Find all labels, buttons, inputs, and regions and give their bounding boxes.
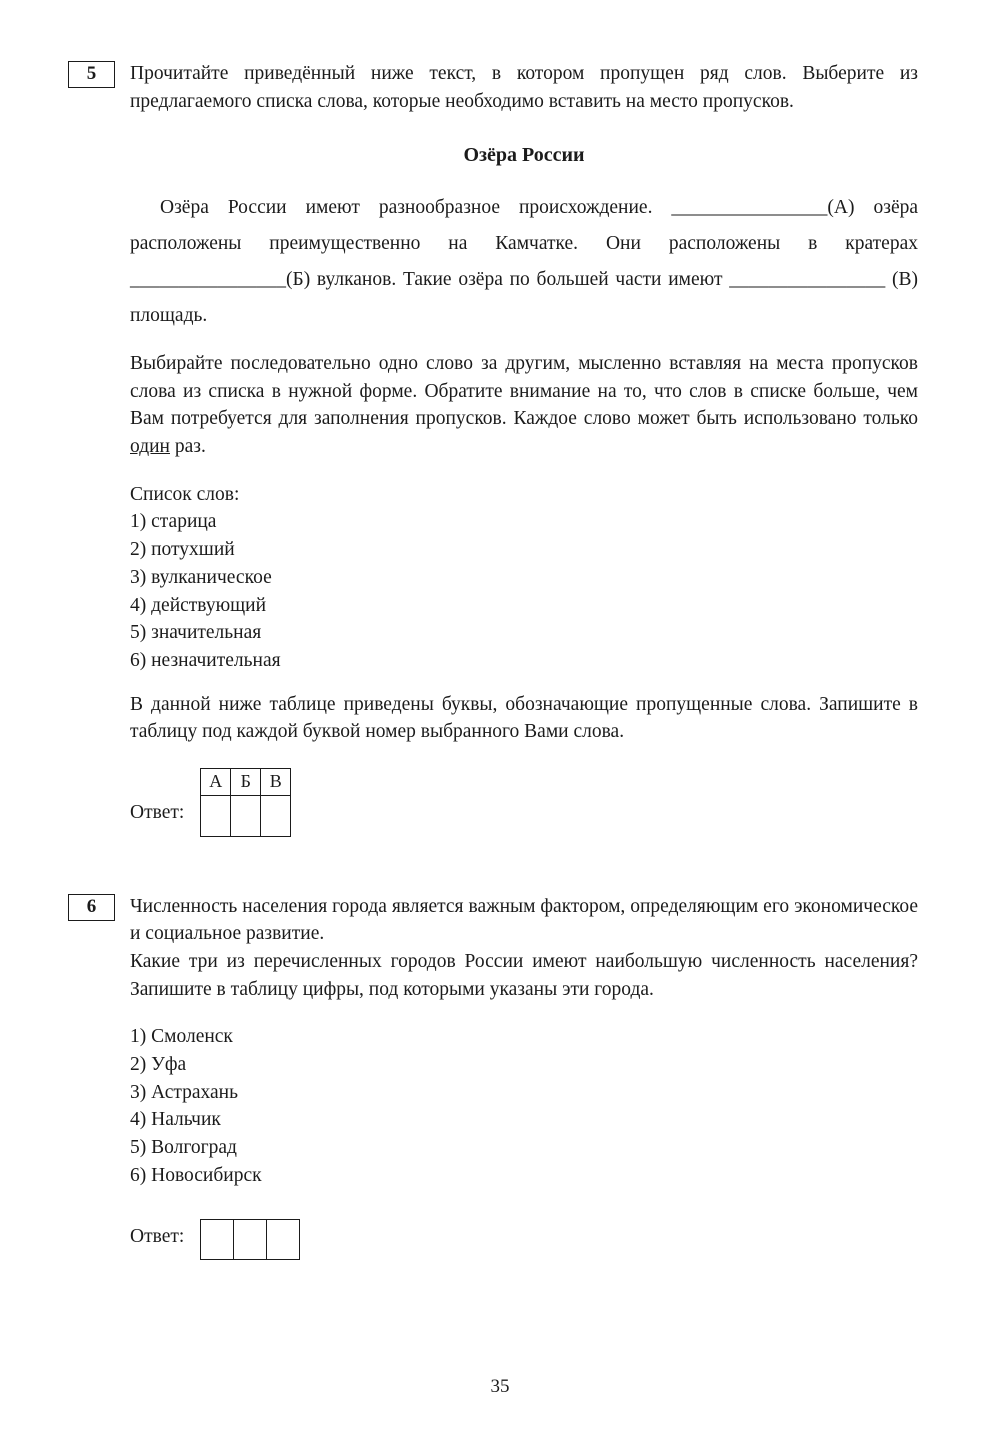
question-5-intro: Прочитайте приведённый ниже текст, в котором пропущен ряд слов. Выберите из предлагаемого списка слова, которые необходимо вставить на место пропусков. [130, 63, 918, 112]
list-item: 1) Смоленск [130, 1026, 233, 1048]
answer-label: Ответ: [130, 1225, 185, 1247]
word-list [130, 508, 918, 674]
question-5-gap-text: Озёра России имеют разнообразное происхождение. ________________(А) озёра расположены преимущественно на Камчатке. Они расположены в кратерах ________________(Б) вулканов. Такие озёра по большей части имеют ________________ (В) площадь. [130, 196, 918, 326]
answer-cell-v [261, 795, 291, 836]
question-6-text-1: Численность населения города является важным фактором, определяющим его экономическое и социальное развитие. [130, 895, 918, 945]
question-6 [86, 893, 918, 1261]
page-content [86, 60, 918, 1260]
question-6-number: 6 [86, 895, 97, 917]
page-number: 35 [490, 1376, 510, 1397]
answer-boxes-row [201, 1220, 300, 1260]
answer-boxes [200, 1219, 300, 1260]
question-6-number-box [68, 894, 115, 921]
list-item: 3) вулканическое [130, 566, 272, 588]
list-item: 1) старица [130, 511, 217, 533]
list-item: 3) Астрахань [130, 1081, 239, 1103]
answer-table [200, 768, 291, 837]
instruction-underlined-word: один [130, 436, 170, 458]
instruction-text-start: Выбирайте последовательно одно слово за другим, мысленно вставляя на места пропусков слова из списка в нужной форме. Обратите внимание на то, что слов в списке больше, чем Вам потребуется для заполнения пропусков. Каждое слово может быть использовано только [130, 353, 918, 430]
list-item: 6) Новосибирск [130, 1164, 262, 1186]
question-5-number: 5 [86, 63, 97, 85]
list-item: 2) потухший [130, 539, 235, 561]
question-5-table-note: В данной ниже таблице приведены буквы, обозначающие пропущенные слова. Запишите в таблицу под каждой буквой номер выбранного Вами слова. [130, 693, 918, 743]
answer-box-1 [201, 1220, 234, 1260]
answer-table-header-cell-a: А [201, 768, 231, 795]
list-item: 4) действующий [130, 594, 267, 616]
question-5-instruction [130, 350, 918, 461]
answer-cell-b [231, 795, 261, 836]
question-6-text-2: Какие три из перечисленных городов России имеют наибольшую численность населения? Запишите в таблицу цифры, под которыми указаны эти города. [130, 950, 918, 1000]
answer-box-2 [234, 1220, 267, 1260]
instruction-text-end: раз. [169, 436, 206, 458]
list-item: 5) значительная [130, 622, 262, 644]
question-5-answer-block [130, 768, 918, 837]
answer-cell-a [201, 795, 231, 836]
text-title: Озёра России [463, 144, 585, 167]
question-6-answer-block [130, 1219, 918, 1260]
list-item: 5) Волгоград [130, 1137, 237, 1158]
answer-table-header-row [201, 768, 291, 795]
answer-table-header-cell-v: В [261, 768, 291, 795]
list-item: 6) незначительная [130, 649, 281, 671]
list-item: 4) Нальчик [130, 1109, 221, 1131]
answer-table-input-row [201, 795, 291, 836]
question-5 [86, 60, 918, 837]
answer-label: Ответ: [130, 801, 185, 823]
list-item: 2) Уфа [130, 1053, 187, 1075]
answer-box-3 [267, 1220, 300, 1260]
question-5-number-box [68, 61, 115, 88]
word-list-label: Список слов: [130, 483, 240, 505]
answer-table-header-cell-b: Б [231, 768, 261, 795]
city-list [130, 1023, 918, 1189]
